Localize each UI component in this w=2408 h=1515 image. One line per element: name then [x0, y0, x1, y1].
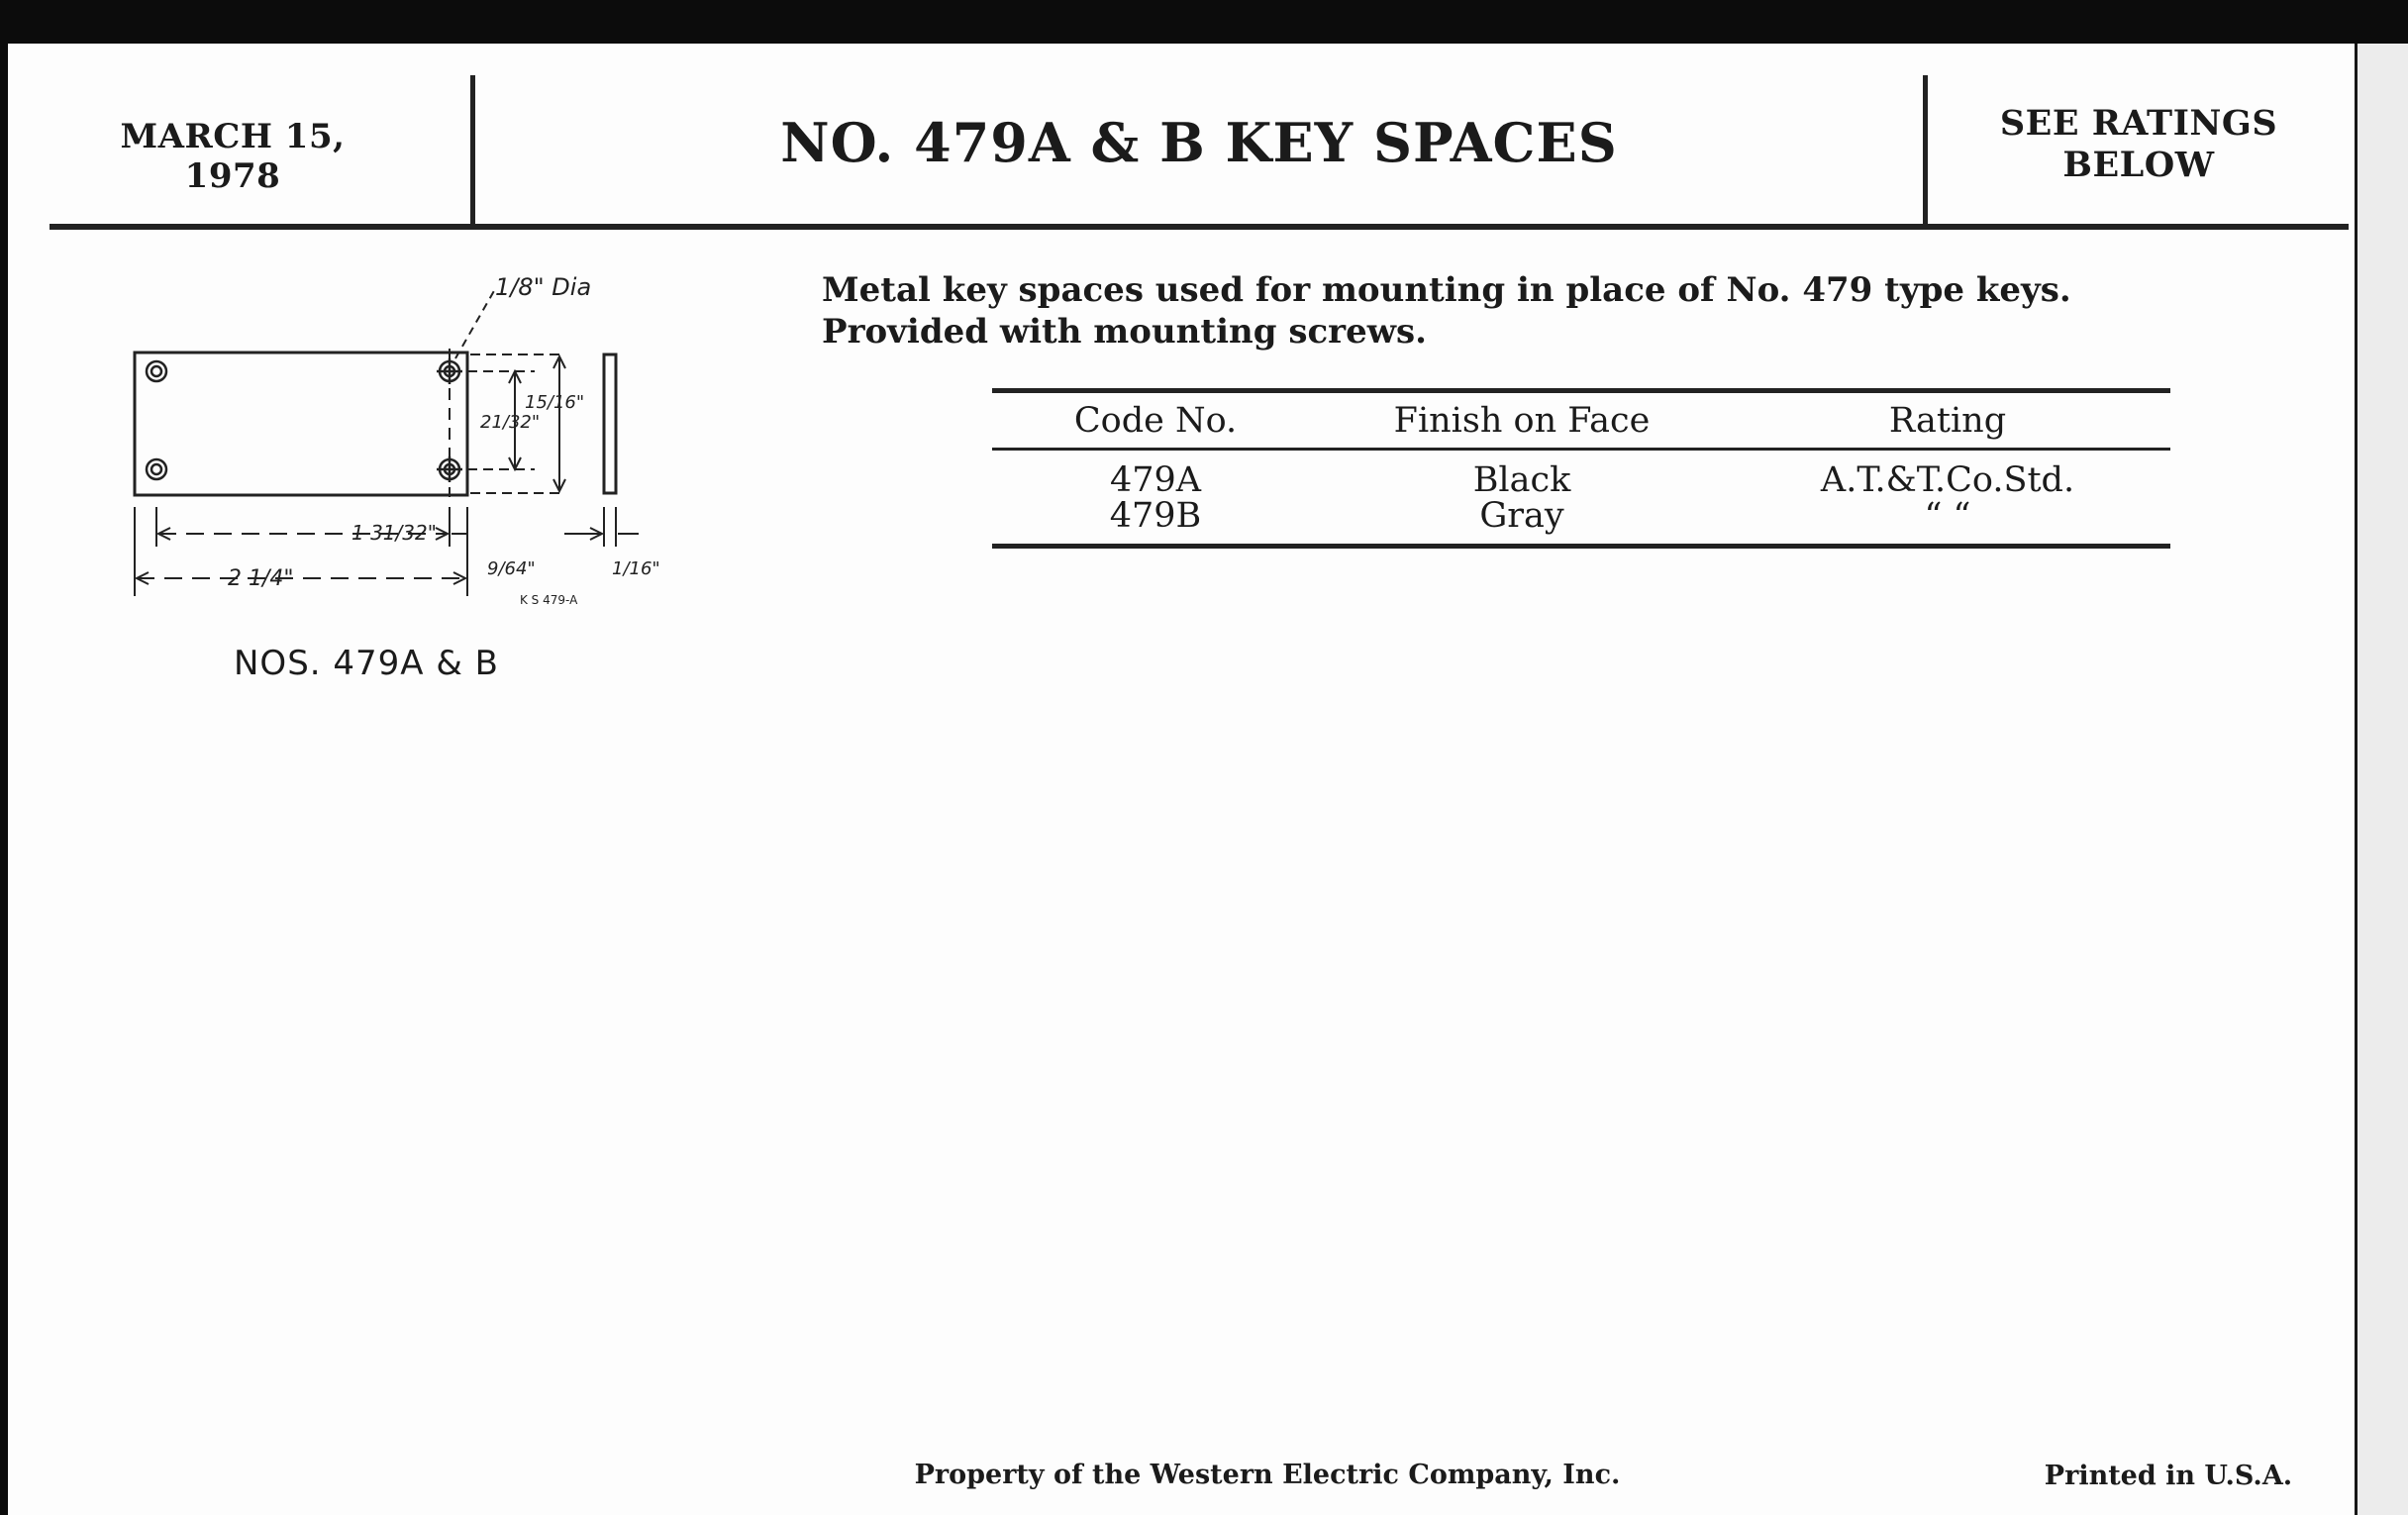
label-height-outer: 15/16"	[525, 392, 585, 413]
side-view	[604, 354, 616, 493]
label-offset: 9/64"	[487, 558, 536, 579]
label-thickness: 1/16"	[612, 558, 660, 579]
description-line1: Metal key spaces used for mounting in place of No. 479 type keys.	[822, 270, 2071, 310]
figure-caption: NOS. 479A & B	[234, 644, 499, 683]
header-finish: Finish on Face	[1393, 400, 1651, 441]
table-row	[992, 498, 2170, 534]
ratings-note-line1: SEE RATINGS	[1999, 103, 2278, 144]
cell-code: 479B	[1109, 496, 1202, 536]
label-width-inner: 1 31/32"	[351, 521, 437, 545]
table-rule-bottom	[992, 544, 2170, 549]
table-header-row	[992, 393, 2170, 448]
page-title: NO. 479A & B KEY SPACES	[780, 111, 1618, 174]
drawing-code: K S 479-A	[520, 593, 578, 607]
hole-leader	[455, 289, 495, 358]
header-code-no: Code No.	[1073, 400, 1238, 441]
cell-code: 479A	[1109, 460, 1202, 500]
cell-rating: “ “	[1924, 496, 1971, 536]
label-width-outer: 2 1/4"	[228, 566, 294, 591]
ratings-note	[1931, 103, 2347, 186]
property-notice: Property of the Western Electric Company, Inc.	[914, 1460, 1621, 1490]
header-rating: Rating	[1888, 400, 2007, 441]
plate-outline	[135, 353, 467, 495]
page-edge	[2355, 44, 2408, 1515]
ratings-note-line2: BELOW	[2062, 145, 2215, 185]
cell-rating: A.T.&T.Co.Std.	[1820, 460, 2075, 500]
label-hole-dia: 1/8" Dia	[495, 273, 592, 301]
header-rule	[50, 224, 2349, 230]
label-height-inner: 21/32"	[480, 412, 541, 433]
code-table	[992, 388, 2170, 549]
description	[822, 269, 2109, 353]
key-space-drawing	[99, 259, 693, 616]
description-line2: Provided with mounting screws.	[822, 312, 1427, 352]
issue-date: MARCH 15, 1978	[120, 117, 346, 196]
table-row	[992, 462, 2170, 498]
mounting-holes	[147, 358, 462, 482]
printed-notice: Printed in U.S.A.	[2044, 1461, 2293, 1491]
cell-finish: Gray	[1479, 496, 1564, 536]
header-divider-right	[1923, 75, 1928, 224]
cell-finish: Black	[1472, 460, 1571, 500]
